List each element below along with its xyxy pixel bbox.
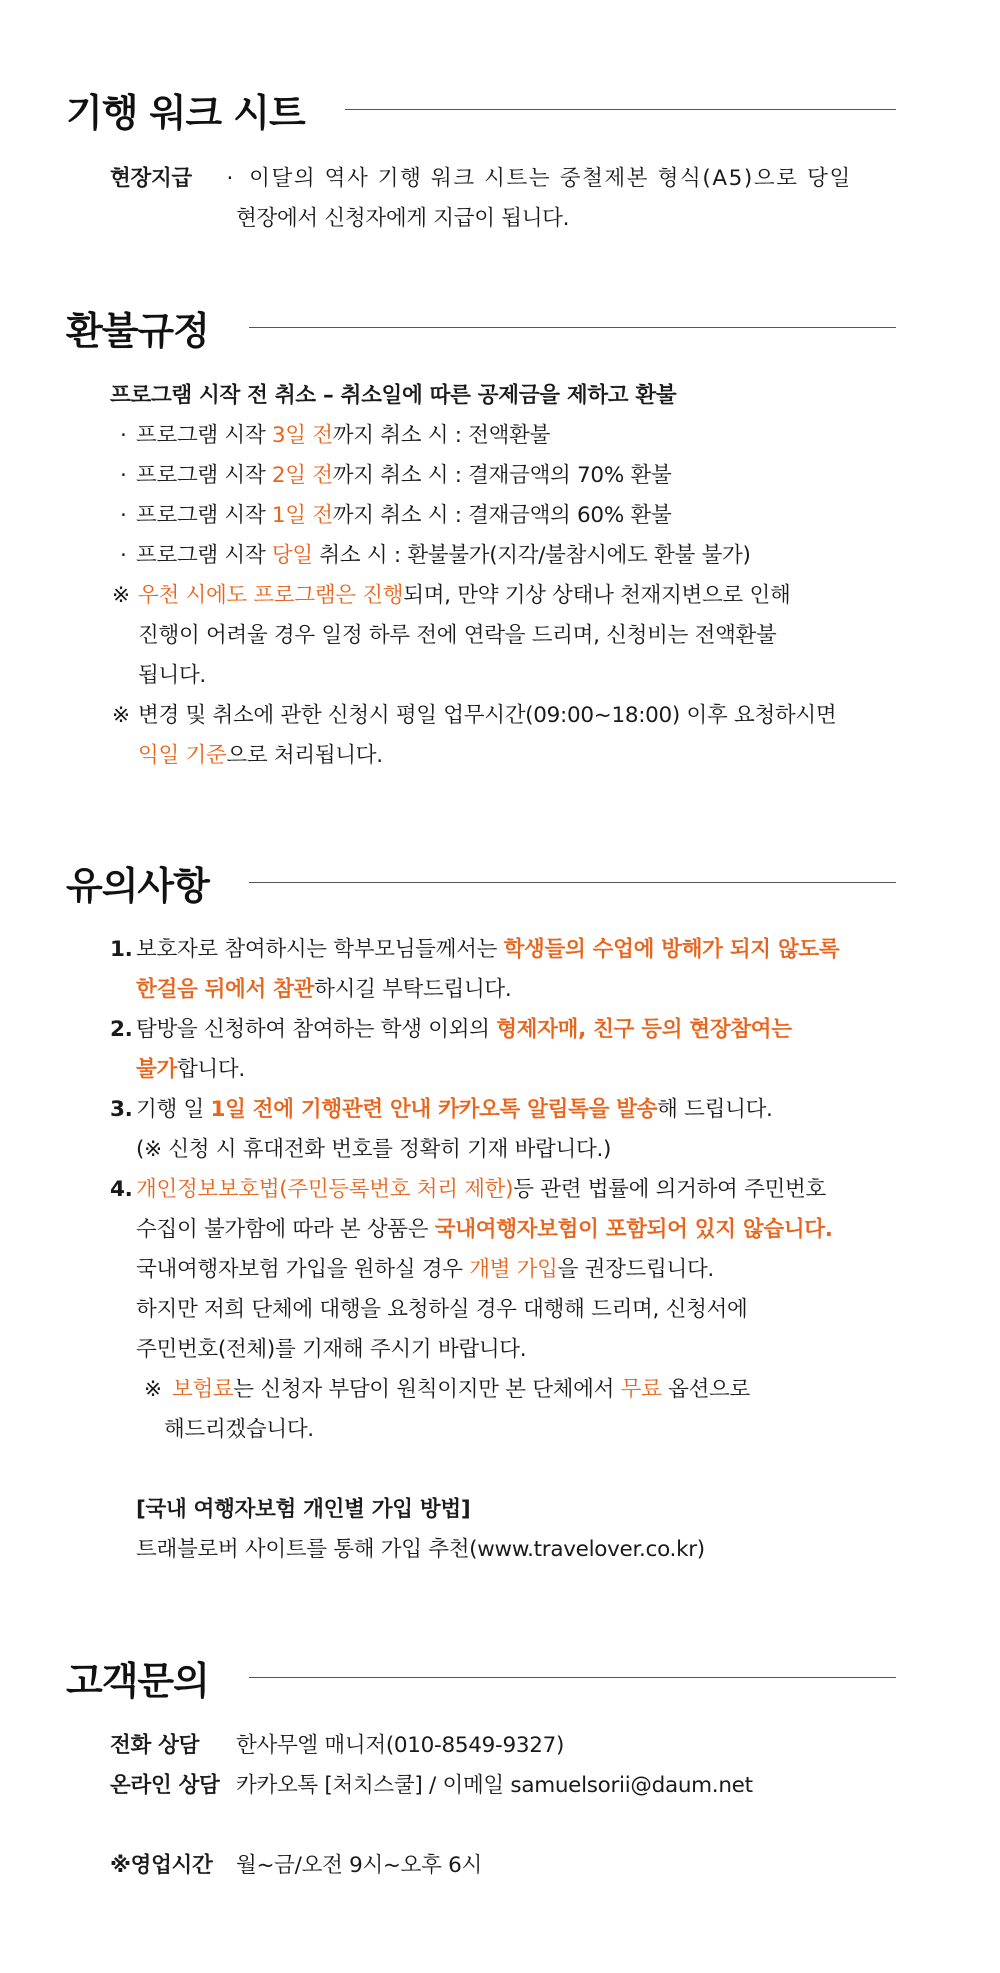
note-highlight: 익일 기준 bbox=[138, 743, 227, 768]
refund-highlight: 1일 전 bbox=[271, 503, 333, 528]
refund-rule-2: · 프로그램 시작 2일 전까지 취소 시 : 결재금액의 70% 환불 bbox=[120, 456, 671, 496]
contact-online-label: 온라인 상담 bbox=[110, 1773, 220, 1798]
worksheet-title: 기행 워크 시트 bbox=[66, 91, 305, 135]
notice-highlight: 1일 전에 기행관련 안내 카카오톡 알림톡을 발송 bbox=[210, 1097, 658, 1122]
contact-hours-label: ※영업시간 bbox=[110, 1853, 213, 1878]
heading-divider bbox=[249, 1677, 896, 1678]
refund-note-1-line-3: 됩니다. bbox=[138, 663, 206, 688]
bullet: · bbox=[120, 423, 127, 448]
notice-highlight: 개별 가입 bbox=[469, 1257, 558, 1282]
worksheet-row-2 bbox=[236, 199, 569, 239]
contact-heading bbox=[66, 1650, 896, 1705]
heading-divider bbox=[345, 109, 896, 110]
notices-heading bbox=[66, 855, 896, 910]
refund-rule-1: · 프로그램 시작 3일 전까지 취소 시 : 전액환불 bbox=[120, 416, 550, 456]
contact-hours-row bbox=[110, 1846, 482, 1886]
contact-online-row bbox=[110, 1766, 753, 1806]
notice-item-4-line-1: 4. 개인정보보호법(주민등록번호 처리 제한)등 관련 법률에 의거하여 주민번호 bbox=[110, 1170, 826, 1210]
contact-phone-label: 전화 상담 bbox=[110, 1733, 200, 1758]
refund-highlight: 3일 전 bbox=[271, 423, 333, 448]
refund-rule-4: · 프로그램 시작 당일 취소 시 : 환불불가(지각/불참시에도 환불 불가) bbox=[120, 536, 751, 576]
notice-highlight: 개인정보보호법(주민등록번호 처리 제한) bbox=[136, 1177, 514, 1202]
notice-item-1-line-1: 1. 보호자로 참여하시는 학부모님들께서는 학생들의 수업에 방해가 되지 않도록 bbox=[110, 930, 839, 970]
worksheet-row-1 bbox=[110, 159, 852, 199]
refund-note-2-line-1: ※ 변경 및 취소에 관한 신청시 평일 업무시간(09:00~18:00) 이후 요청하시면 bbox=[112, 696, 836, 736]
notice-number: 1. bbox=[110, 937, 133, 962]
worksheet-label: 현장지급 bbox=[110, 166, 192, 191]
notice-highlight: 학생들의 수업에 방해가 되지 않도록 bbox=[503, 937, 840, 962]
heading-divider bbox=[249, 327, 896, 328]
worksheet-text-2: 현장에서 신청자에게 지급이 됩니다. bbox=[236, 206, 570, 231]
notices-title: 유의사항 bbox=[66, 864, 209, 908]
notice-item-4-line-3: 국내여행자보험 가입을 원하실 경우 개별 가입을 권장드립니다. bbox=[136, 1257, 714, 1282]
notice-item-4-note-line-1: ※ 보험료는 신청자 부담이 원칙이지만 본 단체에서 무료 옵션으로 bbox=[144, 1370, 750, 1410]
insurance-title: [국내 여행자보험 개인별 가입 방법] bbox=[136, 1497, 471, 1522]
note-mark: ※ bbox=[112, 583, 130, 608]
contact-hours-value: 월~금/오전 9시~오후 6시 bbox=[236, 1853, 482, 1878]
note-mark: ※ bbox=[144, 1377, 162, 1402]
notice-highlight: 한걸음 뒤에서 참관 bbox=[136, 977, 315, 1002]
bullet: · bbox=[120, 543, 127, 568]
notice-highlight: 불가 bbox=[136, 1057, 177, 1082]
contact-phone-row bbox=[110, 1726, 564, 1766]
contact-phone-value: 한사무엘 매니저(010-8549-9327) bbox=[236, 1733, 565, 1758]
worksheet-text-1: 이달의 역사 기행 워크 시트는 중철제본 형식(A5)으로 당일 bbox=[249, 166, 852, 191]
contact-title: 고객문의 bbox=[66, 1659, 209, 1703]
refund-highlight: 2일 전 bbox=[271, 463, 333, 488]
bullet: · bbox=[120, 463, 127, 488]
refund-rule-3: · 프로그램 시작 1일 전까지 취소 시 : 결재금액의 60% 환불 bbox=[120, 496, 671, 536]
heading-divider bbox=[249, 882, 896, 883]
note-highlight: 우천 시에도 프로그램은 진행 bbox=[138, 583, 404, 608]
notice-item-2-line-2: 불가합니다. bbox=[136, 1057, 245, 1082]
refund-note-2-line-2: 익일 기준으로 처리됩니다. bbox=[138, 743, 383, 768]
notice-item-3-line-2: (※ 신청 시 휴대전화 번호를 정확히 기재 바랍니다.) bbox=[136, 1137, 612, 1162]
notice-highlight: 무료 bbox=[620, 1377, 662, 1402]
refund-highlight: 당일 bbox=[271, 543, 313, 568]
refund-note-1-line-1: ※ 우천 시에도 프로그램은 진행되며, 만약 기상 상태나 천재지변으로 인해 bbox=[112, 576, 790, 616]
contact-online-value: 카카오톡 [처치스쿨] / 이메일 samuelsorii@daum.net bbox=[236, 1773, 753, 1798]
notice-item-4-note-line-2: 해드리겠습니다. bbox=[164, 1417, 314, 1442]
note-mark: ※ bbox=[112, 703, 130, 728]
bullet: · bbox=[226, 166, 234, 191]
notice-number: 4. bbox=[110, 1177, 133, 1202]
notice-highlight: 보험료 bbox=[172, 1377, 234, 1402]
notice-highlight: 형제자매, 친구 등의 현장참여는 bbox=[496, 1017, 792, 1042]
insurance-text: 트래블로버 사이트를 통해 가입 추천(www.travelover.co.kr) bbox=[136, 1537, 705, 1562]
notice-number: 3. bbox=[110, 1097, 133, 1122]
worksheet-heading bbox=[66, 82, 896, 137]
notice-item-2-line-1: 2. 탐방을 신청하여 참여하는 학생 이외의 형제자매, 친구 등의 현장참여는 bbox=[110, 1010, 792, 1050]
refund-note-1-line-2: 진행이 어려울 경우 일정 하루 전에 연락을 드리며, 신청비는 전액환불 bbox=[138, 623, 777, 648]
notice-number: 2. bbox=[110, 1017, 133, 1042]
refund-heading bbox=[66, 300, 896, 355]
refund-title: 환불규정 bbox=[66, 309, 209, 353]
refund-subtitle: 프로그램 시작 전 취소 – 취소일에 따른 공제금을 제하고 환불 bbox=[110, 383, 677, 408]
notice-item-4-line-5: 주민번호(전체)를 기재해 주시기 바랍니다. bbox=[136, 1337, 527, 1362]
notice-highlight: 국내여행자보험이 포함되어 있지 않습니다. bbox=[434, 1217, 833, 1242]
notice-item-4-line-2: 수집이 불가함에 따라 본 상품은 국내여행자보험이 포함되어 있지 않습니다. bbox=[136, 1217, 833, 1242]
notice-item-1-line-2: 한걸음 뒤에서 참관하시길 부탁드립니다. bbox=[136, 977, 512, 1002]
bullet: · bbox=[120, 503, 127, 528]
notice-item-4-line-4: 하지만 저희 단체에 대행을 요청하실 경우 대행해 드리며, 신청서에 bbox=[136, 1297, 748, 1322]
notice-item-3-line-1: 3. 기행 일 1일 전에 기행관련 안내 카카오톡 알림톡을 발송해 드립니다. bbox=[110, 1090, 773, 1130]
